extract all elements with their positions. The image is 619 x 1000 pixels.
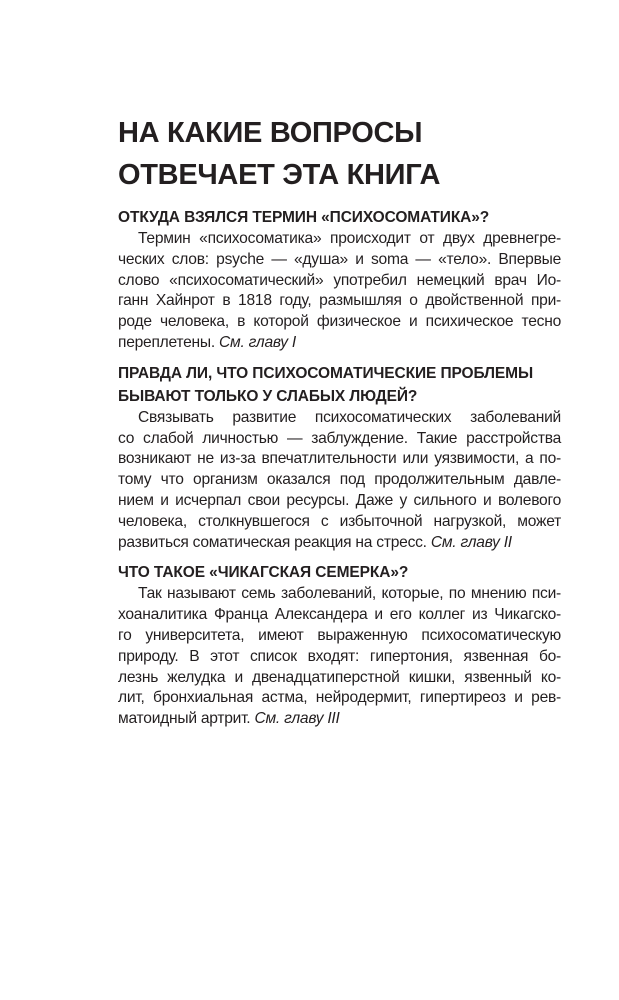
text-line: [118, 250, 561, 271]
book-page: [118, 112, 561, 738]
text-line: [118, 312, 561, 333]
text-line: [118, 512, 561, 533]
line-text: Так называют семь заболеваний, которые, по мнению пси-: [138, 585, 561, 603]
text-line: [118, 688, 561, 709]
page-title: [118, 112, 561, 196]
answer-paragraph: [118, 408, 561, 554]
line-text: возникают не из-за впечатлительности или уязвимости, а по-: [118, 450, 561, 468]
line-text: матоидный артрит.: [118, 710, 251, 728]
line-text: го университета, имеют выраженную психосоматическую: [118, 626, 561, 644]
text-line: [118, 291, 561, 312]
question-heading: [118, 561, 561, 584]
line-text: нием и исчерпал свои ресурсы. Даже у сильного и волевого: [118, 491, 561, 509]
chapter-reference: См. главу II: [430, 533, 512, 551]
line-text: лезнь желудка и двенадцатиперстной кишки, язвенный ко-: [118, 668, 561, 686]
text-line: [118, 408, 561, 429]
text-line: [118, 229, 561, 250]
line-text: переплетены.: [118, 333, 215, 351]
line-text: слово «психосоматический» употребил немецкий врач Ио-: [118, 271, 561, 289]
heading-line: БЫВАЮТ ТОЛЬКО У СЛАБЫХ ЛЮДЕЙ?: [118, 387, 418, 405]
text-line: [118, 584, 561, 605]
text-line: [118, 271, 561, 292]
title-line: НА КАКИЕ ВОПРОСЫ: [118, 117, 423, 149]
text-line: [118, 668, 561, 689]
text-line: [118, 470, 561, 491]
line-text: человека, столкнувшегося с избыточной нагрузкой, может: [118, 512, 561, 530]
chapter-reference: См. главу III: [254, 710, 340, 728]
line-text: ганн Хайнрот в 1818 году, размышляя о двойственной при-: [118, 292, 561, 310]
line-text: тому что организм оказался под продолжительным давле-: [118, 471, 561, 489]
heading-line: ОТКУДА ВЗЯЛСЯ ТЕРМИН «ПСИХОСОМАТИКА»?: [118, 209, 490, 226]
text-line: [118, 647, 561, 668]
sections: [118, 206, 561, 730]
answer-paragraph: [118, 229, 561, 354]
question-heading: [118, 362, 561, 408]
text-line: [118, 709, 561, 730]
line-text: Связывать развитие психосоматических заболеваний: [138, 408, 561, 426]
text-line: [118, 491, 561, 512]
line-text: со слабой личностью — заблуждение. Такие расстройства: [118, 429, 561, 447]
line-text: развиться соматическая реакция на стресс.: [118, 533, 427, 551]
heading-line: ПРАВДА ЛИ, ЧТО ПСИХОСОМАТИЧЕСКИЕ ПРОБЛЕМЫ: [118, 364, 534, 382]
text-line: [118, 333, 561, 354]
line-text: природу. В этот список входят: гипертония, язвенная бо-: [118, 647, 561, 665]
text-line: [118, 533, 561, 554]
text-line: [118, 429, 561, 450]
qa-section: [118, 362, 561, 554]
text-line: [118, 605, 561, 626]
chapter-reference: См. главу I: [219, 333, 296, 351]
heading-line: ЧТО ТАКОЕ «ЧИКАГСКАЯ СЕМЕРКА»?: [118, 564, 409, 582]
answer-paragraph: [118, 584, 561, 730]
line-text: лит, бронхиальная астма, нейродермит, гипертиреоз и рев-: [118, 689, 561, 707]
question-heading: [118, 206, 561, 229]
qa-section: [118, 561, 561, 730]
qa-section: [118, 206, 561, 354]
text-line: [118, 449, 561, 470]
text-line: [118, 626, 561, 647]
line-text: Термин «психосоматика» происходит от двух древнегре-: [138, 230, 561, 247]
line-text: хоаналитика Франца Александера и его коллег из Чикагско-: [118, 606, 561, 624]
line-text: роде человека, в которой физическое и психическое тесно: [118, 313, 561, 331]
title-line: ОТВЕЧАЕТ ЭТА КНИГА: [118, 159, 441, 191]
line-text: ческих слов: psyche — «душа» и soma — «тело». Впервые: [118, 250, 561, 268]
